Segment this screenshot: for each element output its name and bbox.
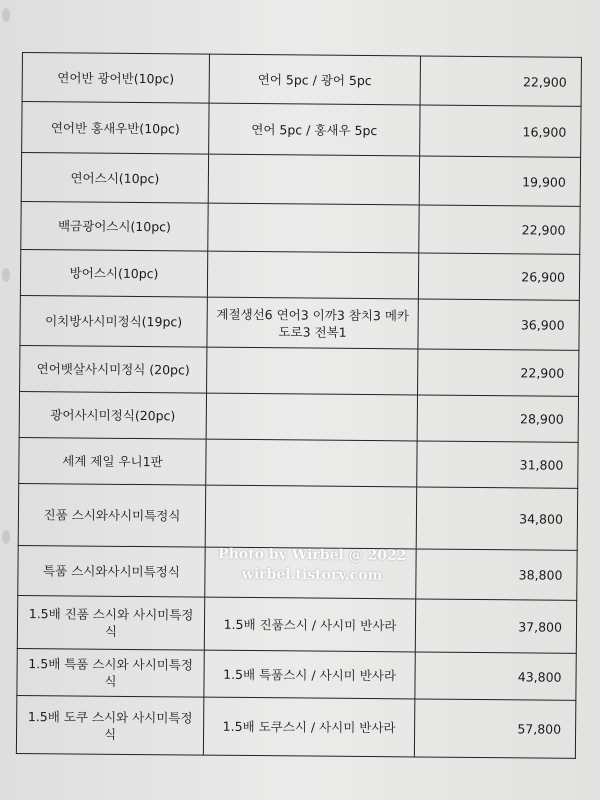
menu-row (21, 201, 580, 254)
menu-row (22, 53, 581, 107)
menu-row (20, 295, 579, 350)
item-name: 광어사시미정식(20pc) (19, 391, 206, 439)
menu-row (17, 595, 576, 653)
binder-hole (2, 530, 10, 544)
item-price: 43,800 (415, 652, 576, 700)
item-name: 1.5배 특품 스시와 사시미특정식 (17, 648, 204, 697)
item-name: 1.5배 진품 스시와 사시미특정식 (17, 595, 204, 650)
item-price: 16,900 (420, 105, 581, 157)
item-description: 1.5배 특품스시 / 사시미 반사라 (204, 650, 415, 699)
item-name: 연어스시(10pc) (21, 153, 208, 204)
item-description (208, 203, 419, 253)
menu-row (21, 153, 580, 207)
item-description (207, 251, 418, 299)
menu-row (19, 437, 578, 488)
item-description: 1.5배 진품스시 / 사시미 반사라 (204, 597, 415, 652)
item-description (206, 393, 417, 441)
item-price: 36,900 (418, 299, 579, 350)
item-price: 38,800 (416, 549, 577, 600)
item-description (208, 154, 419, 205)
item-name: 연어뱃살사시미정식 (20pc) (20, 345, 207, 393)
item-name: 특품 스시와사시미특정식 (18, 545, 205, 597)
item-price: 19,900 (419, 156, 580, 206)
item-description (206, 439, 417, 487)
item-name: 진품 스시와사시미특정식 (18, 483, 206, 547)
item-price: 26,900 (418, 253, 579, 300)
item-price: 22,900 (420, 56, 581, 106)
item-name: 방어스시(10pc) (20, 249, 207, 297)
menu-row (22, 102, 581, 158)
menu-row (20, 345, 579, 396)
item-price: 28,900 (417, 395, 578, 442)
binder-hole (2, 268, 10, 282)
item-price: 37,800 (415, 599, 576, 653)
item-name: 1.5배 도쿠 스시와 사시미특정식 (16, 695, 203, 755)
item-description (205, 485, 417, 549)
item-name: 세계 제일 우니1판 (19, 437, 206, 485)
item-name: 연어반 홍새우반(10pc) (22, 102, 209, 155)
item-description: 연어 5pc / 광어 5pc (209, 54, 420, 105)
menu-table (16, 52, 582, 759)
binder-hole (2, 8, 10, 22)
item-description (207, 347, 418, 395)
item-name: 백금광어스시(10pc) (21, 201, 208, 251)
item-name: 이치방사시미정식(19pc) (20, 295, 207, 347)
item-description: 1.5배 도쿠스시 / 사시미 반사라 (203, 697, 414, 757)
item-price: 57,800 (414, 699, 576, 758)
item-description: 계절생선6 연어3 이까3 참치3 메카도로3 전복1 (207, 297, 418, 349)
item-price: 31,800 (417, 441, 578, 488)
watermark-line: wirbel.tistory.com (241, 566, 383, 584)
item-price: 22,900 (418, 349, 579, 396)
menu-row (16, 695, 575, 758)
menu-row (17, 648, 576, 700)
menu-row (19, 391, 578, 442)
item-description: 연어 5pc / 홍새우 5pc (209, 103, 420, 156)
item-price: 34,800 (416, 487, 578, 550)
menu-row (20, 249, 579, 300)
item-name: 연어반 광어반(10pc) (22, 53, 209, 104)
photo-watermark (218, 544, 407, 586)
watermark-line: Photo by Wirbel @ 2022 (218, 546, 407, 564)
menu-row (18, 483, 578, 550)
item-price: 22,900 (419, 205, 580, 254)
binder-holes (2, 0, 12, 800)
